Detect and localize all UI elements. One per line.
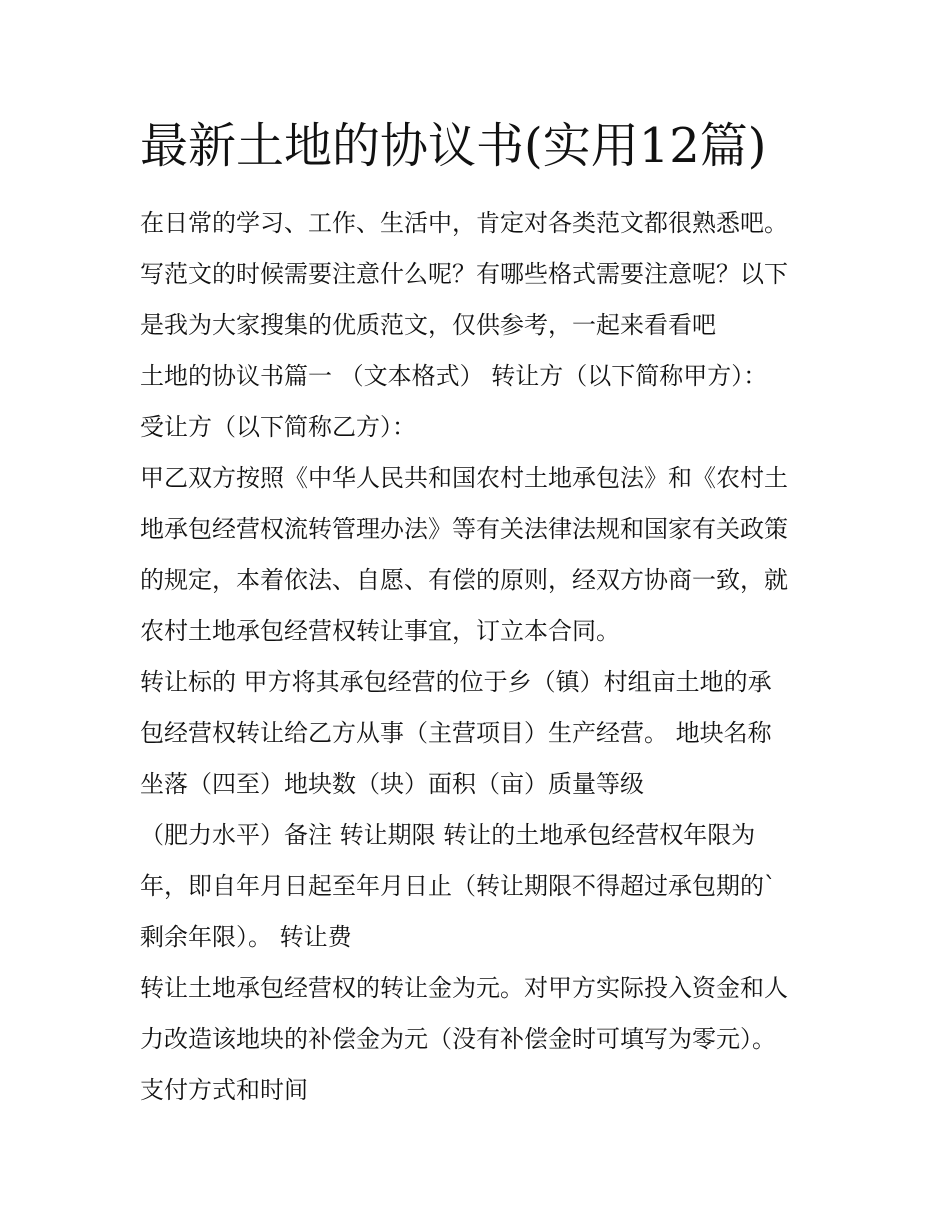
body-line: 的规定，本着依法、自愿、有偿的原则，经双方协商一致，就 — [140, 566, 788, 594]
body-line: 农村土地承包经营权转让事宜，订立本合同。 — [140, 617, 620, 645]
body-line: 年，即自年月日起至年月日止（转让期限不得超过承包期的` — [140, 872, 776, 900]
body-line: （肥力水平）备注 转让期限 转让的土地承包经营权年限为 — [140, 821, 756, 849]
body-line: 土地的协议书篇一 （文本格式） 转让方（以下简称甲方）： — [140, 362, 768, 390]
body-line: 剩余年限）。 转让费 — [140, 923, 352, 951]
body-line: 支付方式和时间 — [140, 1076, 308, 1104]
body-line: 转让土地承包经营权的转让金为元。对甲方实际投入资金和人 — [140, 974, 788, 1002]
document-title: 最新土地的协议书(实用12篇) — [140, 118, 767, 174]
body-line: 在日常的学习、工作、生活中，肯定对各类范文都很熟悉吧。 — [140, 209, 788, 237]
body-line: 是我为大家搜集的优质范文，仅供参考，一起来看看吧 — [140, 311, 716, 339]
document-body — [140, 198, 820, 1116]
body-line: 力改造该地块的补偿金为元（没有补偿金时可填写为零元）。 — [140, 1025, 776, 1053]
body-line: 转让标的 甲方将其承包经营的位于乡（镇）村组亩土地的承 — [140, 668, 772, 696]
body-line: 受让方（以下简称乙方）： — [140, 413, 416, 441]
body-line: 甲乙双方按照《中华人民共和国农村土地承包法》和《农村土 — [140, 464, 788, 492]
body-line: 写范文的时候需要注意什么呢？有哪些格式需要注意呢？以下 — [140, 260, 788, 288]
body-line: 地承包经营权流转管理办法》等有关法律法规和国家有关政策 — [140, 515, 788, 543]
body-line: 包经营权转让给乙方从事（主营项目）生产经营。 地块名称 — [140, 719, 772, 747]
body-line: 坐落（四至）地块数（块）面积（亩）质量等级 — [140, 770, 644, 798]
